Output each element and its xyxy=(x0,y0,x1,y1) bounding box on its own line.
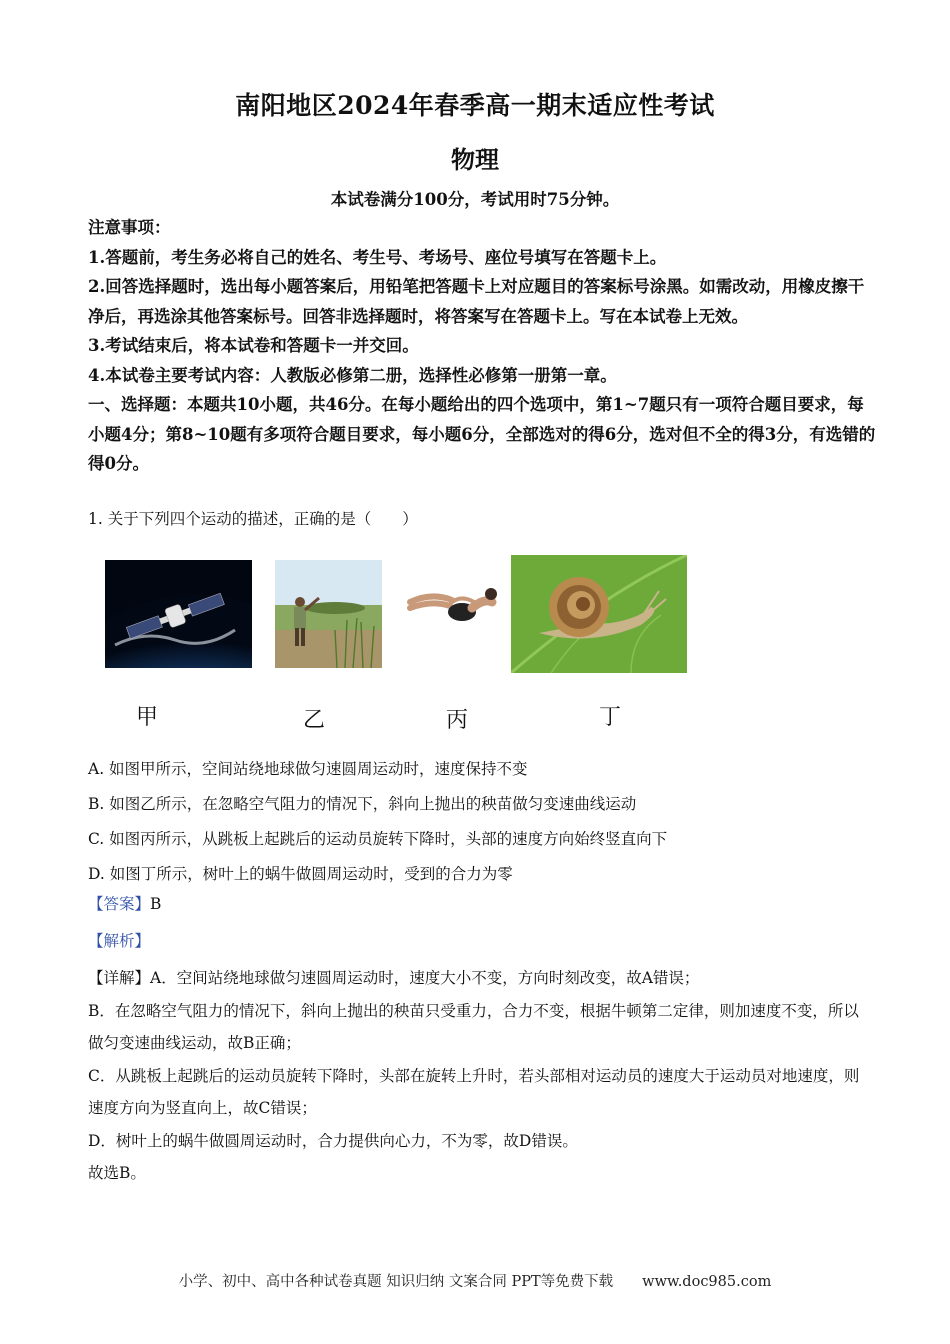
analysis-tag: 【解析】 xyxy=(88,932,151,950)
figure-row xyxy=(100,555,720,735)
detail-block xyxy=(88,962,868,1190)
page-footer: 小学、初中、高中各种试卷真题 知识归纳 文案合同 PPT等免费下载 www.doc985.com xyxy=(178,1274,772,1290)
question-stem: 1. 关于下列四个运动的描述，正确的是（ ） xyxy=(88,510,418,528)
figure-label-yi: 乙 xyxy=(303,708,326,733)
subject-title: 物理 xyxy=(451,145,499,174)
option-d: D. 如图丁所示，树叶上的蜗牛做圆周运动时，受到的合力为零 xyxy=(88,865,513,883)
answer-value: B xyxy=(150,895,162,913)
section-instructions: 一、选择题：本题共10小题，共46分。在每小题给出的四个选项中，第1~7题只有一项符合题目要求，每小题4分；第8~10题有多项符合题目要求，每小题6分，全部选对的得6分，选对但不全的得3分，有选错的得0分。 xyxy=(88,395,876,473)
options-list xyxy=(88,752,878,892)
figure-label-bing: 丙 xyxy=(446,708,469,733)
diver-image xyxy=(402,580,502,635)
detail-line: 【详解】A．空间站绕地球做匀速圆周运动时，速度大小不变，方向时刻改变，故A错误； xyxy=(88,969,700,987)
detail-line: B．在忽略空气阻力的情况下，斜向上抛出的秧苗只受重力，合力不变，根据牛顿第二定律，则加速度不变，所以做匀变速曲线运动，故B正确； xyxy=(88,1001,859,1052)
notes-heading: 注意事项： xyxy=(88,218,171,237)
option-b: B. 如图乙所示，在忽略空气阻力的情况下，斜向上抛出的秧苗做匀变速曲线运动 xyxy=(88,795,637,813)
farmer-field-image xyxy=(275,560,382,668)
figure-label-jia: 甲 xyxy=(136,705,159,730)
snail-leaf-image xyxy=(511,555,687,673)
analysis-line xyxy=(88,929,150,951)
figure-label-ding: 丁 xyxy=(599,705,622,730)
note-item: 2.回答选择题时，选出每小题答案后，用铅笔把答题卡上对应题目的答案标号涂黑。如需改动，用橡皮擦干净后，再选涂其他答案标号。回答非选择题时，将答案写在答题卡上。写在本试卷上无效。 xyxy=(88,277,865,326)
exam-meta: 本试卷满分100分，考试用时75分钟。 xyxy=(330,190,620,209)
answer-line xyxy=(88,892,161,914)
detail-line: D．树叶上的蜗牛做圆周运动时，合力提供向心力，不为零，故D错误。 xyxy=(88,1131,578,1150)
option-c: C. 如图丙所示，从跳板上起跳后的运动员旋转下降时，头部的速度方向始终竖直向下 xyxy=(88,830,668,848)
notes-block xyxy=(88,213,878,479)
answer-tag: 【答案】 xyxy=(88,895,151,913)
note-item: 1.答题前，考生务必将自己的姓名、考生号、考场号、座位号填写在答题卡上。 xyxy=(88,247,667,267)
note-item: 3.考试结束后，将本试卷和答题卡一并交回。 xyxy=(88,336,419,355)
detail-line: C．从跳板上起跳后的运动员旋转下降时，头部在旋转上升时，若头部相对运动员的速度大于运动员对地速度，则速度方向为竖直向上，故C错误； xyxy=(88,1066,860,1117)
note-item: 4.本试卷主要考试内容：人教版必修第二册，选择性必修第一册第一章。 xyxy=(88,365,617,385)
option-a: A. 如图甲所示，空间站绕地球做匀速圆周运动时，速度保持不变 xyxy=(88,760,528,778)
space-station-image xyxy=(105,560,252,668)
exam-title: 南阳地区2024年春季高一期末适应性考试 xyxy=(235,91,715,120)
detail-line: 故选B。 xyxy=(88,1164,146,1182)
